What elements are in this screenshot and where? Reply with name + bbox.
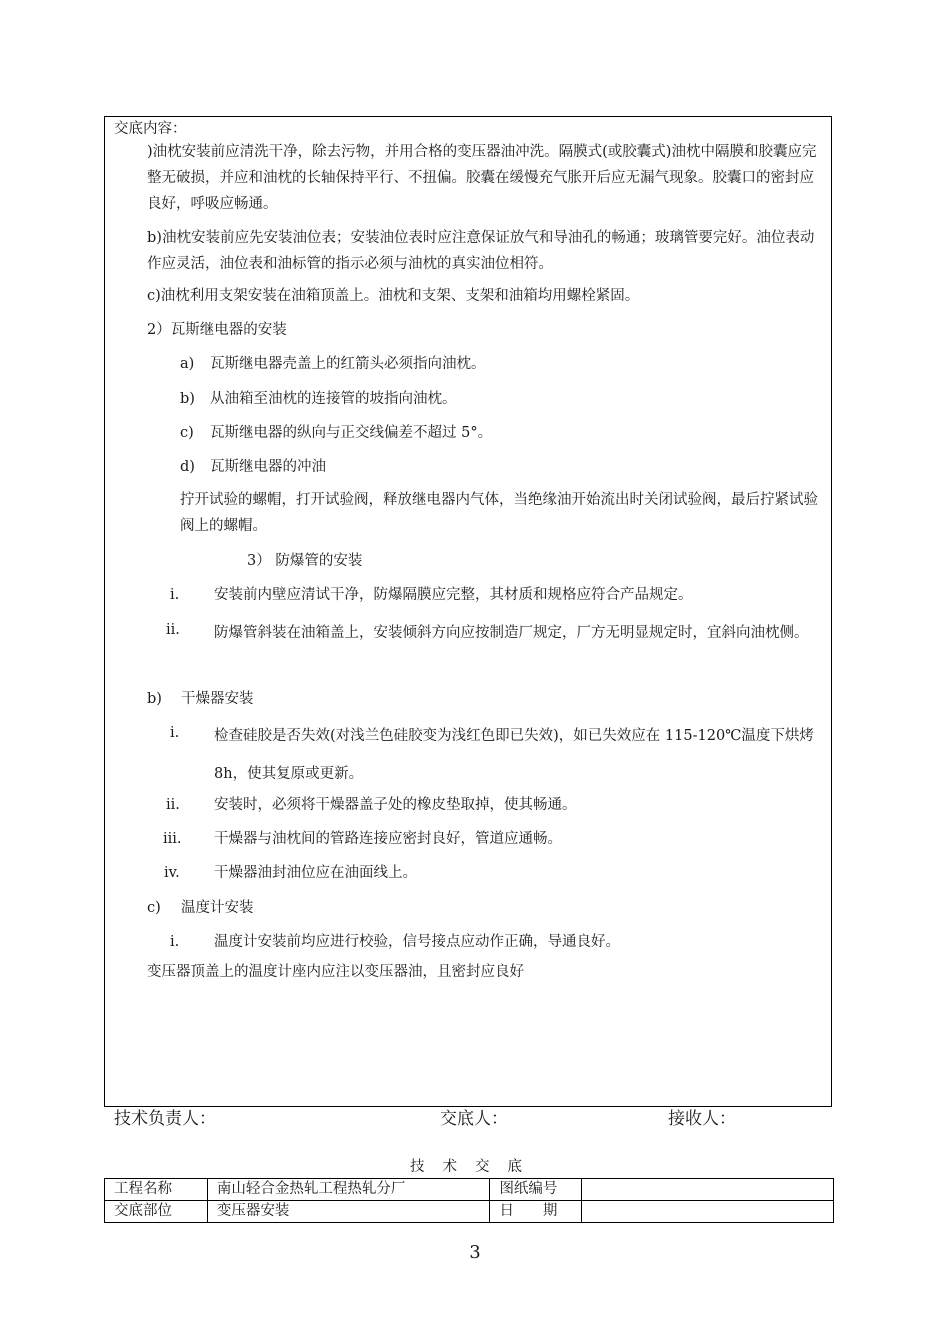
form-title: 技术交底 (410, 1159, 540, 1175)
dryer-item-mark: iii. (163, 831, 182, 847)
dryer-item-mark: iv. (164, 865, 180, 881)
dryer-item-mark: i. (170, 725, 180, 741)
project-info-table (104, 1178, 834, 1223)
thermometer-item-mark: i. (170, 934, 180, 950)
project-name-value: 南山轻合金热轧工程热轧分厂 (207, 1179, 490, 1201)
dryer-title: 干燥器安装 (181, 691, 254, 707)
section-2-item-mark: d) (180, 459, 195, 475)
project-name-label: 工程名称 (105, 1179, 208, 1201)
section-2-item: 瓦斯继电器的纵向与正交线偏差不超过 5°。 (210, 425, 493, 441)
dryer-item: 干燥器与油枕间的管路连接应密封良好，管道应通畅。 (214, 831, 562, 847)
dryer-title-mark: b) (147, 691, 162, 707)
dryer-item: 检查硅胶是否失效(对浅兰色硅胶变为浅红色即已失效)，如已失效应在 115-120℃温度下烘烤 8h，使其复原或更新。 (214, 728, 814, 782)
section-2-item: 从油箱至油枕的连接管的坡指向油枕。 (210, 391, 457, 407)
paragraph-b: b)油枕安装前应先安装油位表；安装油位表时应注意保证放气和导油孔的畅通；玻璃管要完好。油位表动作应灵活，油位表和油标管的指示必须与油枕的真实油位相符。 (147, 230, 815, 272)
presenter-label: 交底人： (440, 1109, 508, 1129)
last-line: 变压器顶盖上的温度计座内应注以变压器油，且密封应良好 (147, 964, 524, 980)
section-3-item-mark: ii. (166, 622, 180, 638)
thermometer-title: 温度计安装 (181, 900, 254, 916)
section-3-item: 安装前内壁应清试干净，防爆隔膜应完整，其材质和规格应符合产品规定。 (214, 587, 693, 603)
section-3-item-mark: i. (170, 587, 180, 603)
section-2-title: 2）瓦斯继电器的安装 (147, 322, 287, 338)
paragraph-a: )油枕安装前应清洗干净，除去污物，并用合格的变压器油冲洗。隔膜式(或胶囊式)油枕中隔膜和胶囊应完整无破损，并应和油枕的长轴保持平行、不扭偏。胶囊在缓慢充气胀开后应无漏气现象。胶囊口的密封应良好，呼吸应畅通。 (147, 144, 817, 212)
handover-part-value: 变压器安装 (207, 1201, 490, 1223)
thermometer-item: 温度计安装前均应进行校验，信号接点应动作正确，导通良好。 (214, 934, 620, 950)
section-2-item-mark: a) (180, 356, 195, 372)
page-number: 3 (469, 1242, 481, 1263)
table-row (105, 1179, 834, 1201)
section-2-item-mark: c) (180, 425, 194, 441)
section-2-item: 瓦斯继电器壳盖上的红箭头必须指向油枕。 (210, 356, 486, 372)
section-2-paragraph: 拧开试验的螺帽，打开试验阀，释放继电器内气体，当绝缘油开始流出时关闭试验阀，最后拧紧试验阀上的螺帽。 (180, 492, 818, 534)
dryer-item-mark: ii. (166, 797, 180, 813)
dryer-item: 安装时，必须将干燥器盖子处的橡皮垫取掉，使其畅通。 (214, 797, 577, 813)
section-3-title: 3） 防爆管的安装 (247, 553, 363, 569)
dryer-item: 干燥器油封油位应在油面线上。 (214, 865, 417, 881)
date-label: 日 期 (490, 1201, 582, 1223)
table-row (105, 1201, 834, 1223)
drawing-number-label: 图纸编号 (490, 1179, 582, 1201)
drawing-number-value (582, 1179, 834, 1201)
section-2-item: 瓦斯继电器的冲油 (210, 459, 326, 475)
thermometer-title-mark: c) (147, 900, 161, 916)
paragraph-c: c)油枕利用支架安装在油箱顶盖上。油枕和支架、支架和油箱均用螺栓紧固。 (147, 288, 640, 304)
section-3-item: 防爆管斜装在油箱盖上，安装倾斜方向应按制造厂规定，厂方无明显规定时，宜斜向油枕侧。 (214, 625, 809, 641)
receiver-label: 接收人： (668, 1109, 736, 1129)
tech-lead-label: 技术负责人： (114, 1109, 216, 1129)
date-value (582, 1201, 834, 1223)
content-heading: 交底内容： (114, 121, 187, 137)
handover-part-label: 交底部位 (105, 1201, 208, 1223)
section-2-item-mark: b) (180, 391, 195, 407)
